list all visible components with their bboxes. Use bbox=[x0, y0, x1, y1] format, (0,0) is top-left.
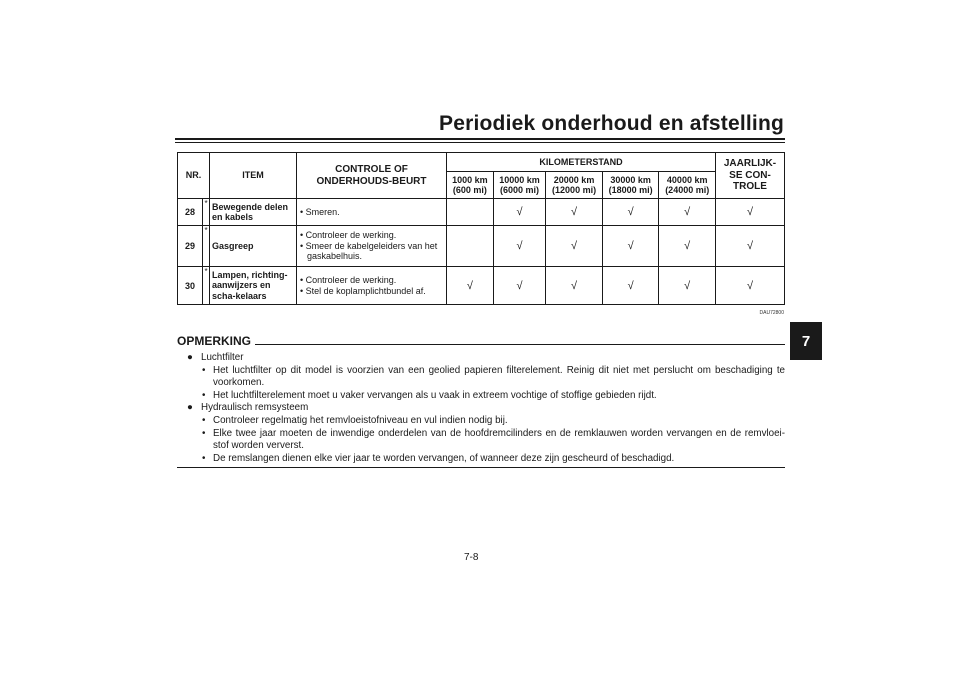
page-title: Periodiek onderhoud en afstelling bbox=[439, 112, 784, 135]
col-item-header: ITEM bbox=[210, 153, 297, 199]
note-bullet bbox=[181, 352, 785, 365]
row-item: Gasgreep bbox=[210, 226, 297, 267]
yearly-cell: √ bbox=[716, 226, 785, 267]
row-nr: 28 bbox=[178, 199, 203, 226]
row-star: * bbox=[203, 199, 210, 226]
bullet-dot-icon: ● bbox=[187, 402, 193, 414]
mark-cell: √ bbox=[546, 199, 603, 226]
table-row bbox=[178, 267, 785, 305]
km-header-1: 10000 km (6000 mi) bbox=[493, 172, 546, 199]
mark-cell: √ bbox=[493, 199, 546, 226]
table-row bbox=[178, 199, 785, 226]
bullet-dot-icon: ● bbox=[187, 352, 193, 363]
row-star: * bbox=[203, 226, 210, 267]
km-header-0: 1000 km (600 mi) bbox=[447, 172, 494, 199]
sub-bullet-icon: • bbox=[202, 427, 206, 439]
check-item: • Smeer de kabelgeleiders van het gaskabelhuis. bbox=[300, 240, 438, 262]
chapter-tab: 7 bbox=[790, 322, 822, 360]
col-yearly-header: JAARLIJK-SE CON-TROLE bbox=[716, 153, 785, 199]
note-rule bbox=[177, 344, 785, 345]
title-rule-thin bbox=[175, 142, 785, 143]
sub-bullet-icon: • bbox=[202, 389, 206, 401]
mark-cell: √ bbox=[546, 267, 603, 305]
row-checks bbox=[297, 226, 447, 267]
note-heading: OPMERKING bbox=[177, 334, 255, 348]
mark-cell bbox=[447, 226, 494, 267]
note-sub-item: • Het luchtfilter op dit model is voorzien van een geolied papieren filterelement. Reinig dit niet met perslucht om beschadiging te voorkomen. bbox=[202, 364, 785, 389]
document-code: DAU72800 bbox=[759, 310, 784, 316]
yearly-cell: √ bbox=[716, 267, 785, 305]
row-nr: 30 bbox=[178, 267, 203, 305]
note-body bbox=[181, 352, 785, 465]
mark-cell: √ bbox=[546, 226, 603, 267]
km-header-3: 30000 km (18000 mi) bbox=[602, 172, 659, 199]
note-bullet bbox=[181, 402, 785, 415]
mark-cell: √ bbox=[659, 199, 716, 226]
mark-cell: √ bbox=[659, 226, 716, 267]
check-item: • Controleer de werking. bbox=[300, 274, 397, 285]
mark-cell: √ bbox=[602, 267, 659, 305]
mark-cell: √ bbox=[659, 267, 716, 305]
mark-cell: √ bbox=[602, 199, 659, 226]
bullet-label: Hydraulisch remsysteem bbox=[201, 402, 309, 414]
row-item: Bewegende delen en kabels bbox=[210, 199, 297, 226]
note-sub-item: • Het luchtfilterelement moet u vaker vervangen als u vaak in extreem vochtige of stoffige gebieden rijdt. bbox=[202, 389, 657, 401]
maintenance-table bbox=[177, 152, 785, 305]
check-item: • Controleer de werking. bbox=[300, 229, 397, 240]
table-row bbox=[178, 226, 785, 267]
mark-cell bbox=[447, 199, 494, 226]
mark-cell: √ bbox=[493, 267, 546, 305]
row-star: * bbox=[203, 267, 210, 305]
mark-cell: √ bbox=[602, 226, 659, 267]
row-checks bbox=[297, 267, 447, 305]
sub-bullet-icon: • bbox=[202, 414, 206, 426]
page-number: 7-8 bbox=[464, 552, 479, 563]
note-bottom-rule bbox=[177, 467, 785, 468]
yearly-cell: √ bbox=[716, 199, 785, 226]
note-sub-item: • Controleer regelmatig het remvloeistofniveau en vul indien nodig bij. bbox=[202, 414, 508, 426]
col-check-header: CONTROLE OF ONDERHOUDS-BEURT bbox=[297, 153, 447, 199]
note-sub-item: • De remslangen dienen elke vier jaar te worden vervangen, of wanneer deze zijn gescheurd of beschadigd. bbox=[202, 452, 675, 464]
row-item: Lampen, richting-aanwijzers en scha-kelaars bbox=[210, 267, 297, 305]
note-sub-item: • Elke twee jaar moeten de inwendige onderdelen van de hoofdremcilinders en de remklauwen worden vervangen en de remvloei-stof worden ververst. bbox=[202, 427, 785, 452]
km-header-4: 40000 km (24000 mi) bbox=[659, 172, 716, 199]
check-item: • Smeren. bbox=[300, 206, 340, 217]
sub-bullet-icon: • bbox=[202, 364, 206, 376]
bullet-label: Luchtfilter bbox=[201, 352, 244, 363]
mark-cell: √ bbox=[447, 267, 494, 305]
title-rule-thick bbox=[175, 138, 785, 140]
row-nr: 29 bbox=[178, 226, 203, 267]
row-checks bbox=[297, 199, 447, 226]
check-item: • Stel de koplamplichtbundel af. bbox=[300, 285, 426, 296]
sub-bullet-icon: • bbox=[202, 452, 206, 464]
col-km-header: KILOMETERSTAND bbox=[447, 153, 716, 172]
col-nr-header: NR. bbox=[178, 153, 210, 199]
km-header-2: 20000 km (12000 mi) bbox=[546, 172, 603, 199]
mark-cell: √ bbox=[493, 226, 546, 267]
